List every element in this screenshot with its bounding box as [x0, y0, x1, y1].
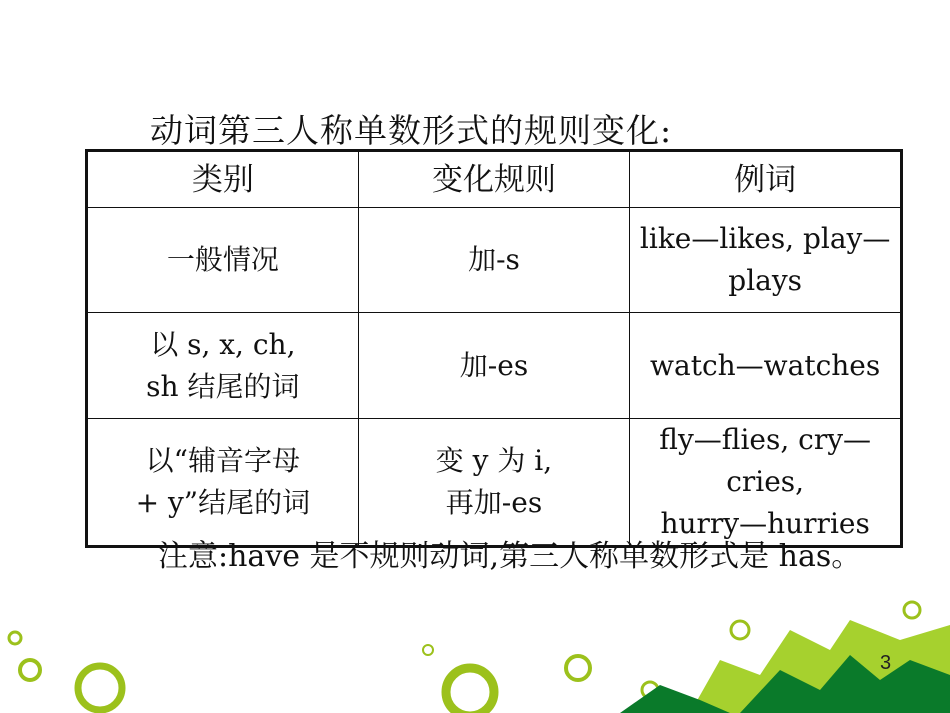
rule-line: 变 y 为 i,: [435, 444, 553, 477]
category-cell: [87, 208, 359, 313]
examples-line: like—likes, play—plays: [639, 222, 891, 297]
slide-title: 动词第三人称单数形式的规则变化:: [150, 111, 673, 150]
examples-cell: [630, 208, 902, 313]
decorative-footer: [0, 600, 950, 713]
table-header-row: [87, 151, 902, 208]
category-line: sh 结尾的词: [146, 369, 300, 403]
rule-line: 再加-es: [445, 486, 543, 519]
category-cell: [87, 313, 359, 419]
examples-line: watch—watches: [650, 348, 881, 382]
examples-line: fly—flies, cry—cries,: [659, 423, 872, 498]
header-examples: 例词: [630, 151, 902, 208]
leaf-icon: [620, 620, 950, 713]
examples-cell: [630, 313, 902, 419]
category-cell: [87, 419, 359, 547]
verb-rules-table: [85, 149, 903, 548]
examples-cell: [630, 419, 902, 547]
page-number: 3: [880, 652, 892, 674]
table-row: [87, 208, 902, 313]
rule-line: 加-s: [468, 243, 520, 276]
rule-cell: [358, 313, 630, 419]
header-rule: 变化规则: [358, 151, 630, 208]
rule-cell: [358, 419, 630, 547]
table-row: [87, 313, 902, 419]
rule-cell: [358, 208, 630, 313]
note-paragraph: [85, 535, 910, 579]
header-category: 类别: [87, 151, 359, 208]
category-line: + y”结尾的词: [135, 486, 311, 519]
table-row: [87, 419, 902, 547]
category-line: 以 s, x, ch,: [150, 327, 296, 361]
category-line: 以“辅音字母: [145, 444, 300, 477]
examples-line: hurry—hurries: [660, 507, 870, 540]
category-line: 一般情况: [166, 243, 279, 276]
rule-line: 加-es: [459, 348, 529, 382]
note-text: 注意:have 是不规则动词,第三人称单数形式是 has。: [158, 539, 862, 574]
